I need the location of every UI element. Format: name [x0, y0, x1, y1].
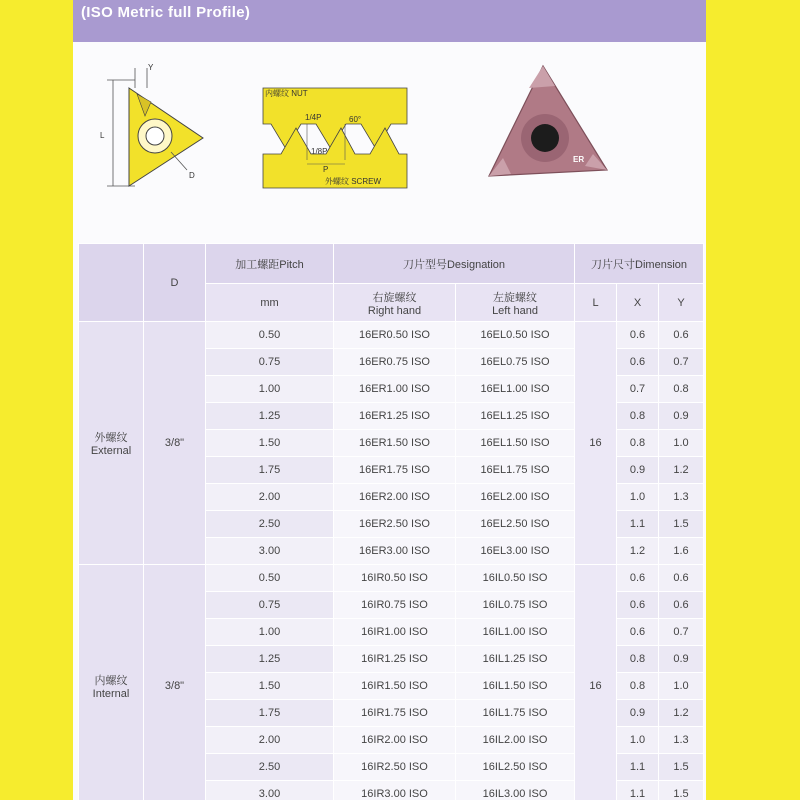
- x-dimension-cell: 0.8: [617, 430, 659, 457]
- x-dimension-cell: 0.7: [617, 376, 659, 403]
- right-hand-designation-cell: 16IR2.00 ISO: [334, 727, 456, 754]
- x-dimension-cell: 0.6: [617, 322, 659, 349]
- left-hand-designation-cell: 16EL2.00 ISO: [456, 484, 575, 511]
- x-dimension-cell: 1.1: [617, 781, 659, 800]
- header-right-cn: 右旋螺纹: [372, 291, 417, 304]
- pitch-cell: 1.50: [206, 673, 334, 700]
- header-pitch-unit: mm: [206, 284, 334, 322]
- right-hand-designation-cell: 16ER2.00 ISO: [334, 484, 456, 511]
- x-dimension-cell: 0.6: [617, 349, 659, 376]
- dimension-line-d: [171, 152, 187, 170]
- thread-type-cn: 外螺纹: [94, 432, 128, 444]
- header-right-en: Right hand: [367, 304, 422, 317]
- left-hand-designation-cell: 16IL2.50 ISO: [456, 754, 575, 781]
- right-hand-designation-cell: 16ER0.75 ISO: [334, 349, 456, 376]
- pitch-cell: 2.00: [206, 484, 334, 511]
- y-dimension-cell: 1.0: [659, 430, 704, 457]
- y-dimension-cell: 0.7: [659, 349, 704, 376]
- right-hand-designation-cell: 16IR3.00 ISO: [334, 781, 456, 800]
- x-dimension-cell: 0.6: [617, 592, 659, 619]
- pitch-cell: 0.75: [206, 349, 334, 376]
- pitch-cell: 1.75: [206, 700, 334, 727]
- diameter-cell: 3/8": [144, 322, 206, 565]
- section-title: (ISO Metric full Profile): [81, 4, 251, 21]
- y-dimension-cell: 1.5: [659, 781, 704, 800]
- x-dimension-cell: 1.1: [617, 754, 659, 781]
- thread-type-en: Internal: [92, 688, 130, 700]
- header-left-en: Left hand: [492, 304, 538, 317]
- right-hand-designation-cell: 16IR0.50 ISO: [334, 565, 456, 592]
- right-hand-designation-cell: 16IR1.00 ISO: [334, 619, 456, 646]
- left-hand-designation-cell: 16EL0.50 ISO: [456, 322, 575, 349]
- thread-type-cn: 内螺纹: [94, 675, 128, 687]
- y-dimension-cell: 0.9: [659, 403, 704, 430]
- spec-table-body: [79, 322, 704, 800]
- left-hand-designation-cell: 16IL1.75 ISO: [456, 700, 575, 727]
- left-hand-designation-cell: 16EL2.50 ISO: [456, 511, 575, 538]
- y-dimension-cell: 0.6: [659, 592, 704, 619]
- left-hand-designation-cell: 16IL1.00 ISO: [456, 619, 575, 646]
- pitch-cell: 3.00: [206, 538, 334, 565]
- insert-size-cell: 16: [575, 322, 617, 565]
- left-hand-designation-cell: 16EL1.00 ISO: [456, 376, 575, 403]
- left-hand-designation-cell: 16EL0.75 ISO: [456, 349, 575, 376]
- pitch-cell: 0.50: [206, 565, 334, 592]
- header-right-hand: [334, 284, 456, 322]
- right-hand-designation-cell: 16IR1.50 ISO: [334, 673, 456, 700]
- left-hand-designation-cell: 16IL1.25 ISO: [456, 646, 575, 673]
- quarter-pitch-label: 1/4P: [305, 113, 322, 122]
- right-hand-designation-cell: 16IR0.75 ISO: [334, 592, 456, 619]
- pitch-cell: 1.75: [206, 457, 334, 484]
- y-dimension-cell: 0.6: [659, 565, 704, 592]
- x-dimension-cell: 1.0: [617, 484, 659, 511]
- right-hand-designation-cell: 16IR1.25 ISO: [334, 646, 456, 673]
- left-hand-designation-cell: 16IL2.00 ISO: [456, 727, 575, 754]
- y-dimension-cell: 0.7: [659, 619, 704, 646]
- pitch-cell: 0.50: [206, 322, 334, 349]
- right-hand-designation-cell: 16IR1.75 ISO: [334, 700, 456, 727]
- header-l: L: [575, 284, 617, 322]
- left-hand-designation-cell: 16EL1.75 ISO: [456, 457, 575, 484]
- x-dimension-cell: 0.8: [617, 673, 659, 700]
- table-row: [79, 322, 704, 349]
- eighth-pitch-label: 1/8P: [311, 147, 328, 156]
- label-d: D: [189, 171, 195, 180]
- left-hand-designation-cell: 16IL0.75 ISO: [456, 592, 575, 619]
- right-hand-designation-cell: 16ER1.25 ISO: [334, 403, 456, 430]
- left-hand-designation-cell: 16EL3.00 ISO: [456, 538, 575, 565]
- table-row: [79, 565, 704, 592]
- pitch-cell: 3.00: [206, 781, 334, 800]
- header-designation: 刀片型号Designation: [334, 244, 575, 284]
- section-banner: [73, 0, 706, 42]
- header-y: Y: [659, 284, 704, 322]
- thread-type-cell: [79, 565, 144, 800]
- label-y: Y: [148, 63, 154, 72]
- x-dimension-cell: 0.8: [617, 403, 659, 430]
- header-d: D: [144, 244, 206, 322]
- right-hand-designation-cell: 16IR2.50 ISO: [334, 754, 456, 781]
- y-dimension-cell: 1.5: [659, 754, 704, 781]
- y-dimension-cell: 0.8: [659, 376, 704, 403]
- insert-dimension-drawing: [95, 58, 220, 193]
- thread-type-cell: [79, 322, 144, 565]
- header-x: X: [617, 284, 659, 322]
- right-hand-designation-cell: 16ER2.50 ISO: [334, 511, 456, 538]
- x-dimension-cell: 0.6: [617, 565, 659, 592]
- right-hand-designation-cell: 16ER3.00 ISO: [334, 538, 456, 565]
- pitch-cell: 1.00: [206, 619, 334, 646]
- right-hand-designation-cell: 16ER1.50 ISO: [334, 430, 456, 457]
- insert-highlight-top: [529, 66, 555, 88]
- x-dimension-cell: 1.1: [617, 511, 659, 538]
- insert-product-image: [481, 58, 616, 193]
- left-hand-designation-cell: 16EL1.50 ISO: [456, 430, 575, 457]
- right-hand-designation-cell: 16ER0.50 ISO: [334, 322, 456, 349]
- y-dimension-cell: 1.3: [659, 484, 704, 511]
- catalog-sheet: [73, 0, 706, 800]
- header-dimension: 刀片尺寸Dimension: [575, 244, 704, 284]
- pitch-cell: 1.00: [206, 376, 334, 403]
- y-dimension-cell: 1.5: [659, 511, 704, 538]
- insert-size-cell: 16: [575, 565, 617, 800]
- pitch-cell: 2.50: [206, 754, 334, 781]
- x-dimension-cell: 1.0: [617, 727, 659, 754]
- x-dimension-cell: 1.2: [617, 538, 659, 565]
- angle-label: 60°: [349, 115, 362, 124]
- insert-marking: ER: [573, 155, 585, 164]
- insert-hole: [531, 124, 559, 152]
- header-left-hand: [456, 284, 575, 322]
- spec-table: [78, 243, 704, 800]
- header-blank: [79, 244, 144, 322]
- pitch-cell: 1.25: [206, 403, 334, 430]
- nut-label: 内螺纹 NUT: [265, 89, 308, 98]
- y-dimension-cell: 1.6: [659, 538, 704, 565]
- left-hand-designation-cell: 16EL1.25 ISO: [456, 403, 575, 430]
- y-dimension-cell: 1.0: [659, 673, 704, 700]
- thread-profile-drawing: [259, 84, 411, 194]
- header-pitch: 加工螺距Pitch: [206, 244, 334, 284]
- y-dimension-cell: 1.2: [659, 700, 704, 727]
- x-dimension-cell: 0.9: [617, 457, 659, 484]
- pitch-cell: 1.25: [206, 646, 334, 673]
- y-dimension-cell: 1.3: [659, 727, 704, 754]
- pitch-cell: 0.75: [206, 592, 334, 619]
- right-hand-designation-cell: 16ER1.00 ISO: [334, 376, 456, 403]
- right-hand-designation-cell: 16ER1.75 ISO: [334, 457, 456, 484]
- pitch-cell: 2.50: [206, 511, 334, 538]
- pitch-cell: 1.50: [206, 430, 334, 457]
- screw-label: 外螺纹 SCREW: [325, 177, 381, 186]
- left-hand-designation-cell: 16IL0.50 ISO: [456, 565, 575, 592]
- y-dimension-cell: 0.6: [659, 322, 704, 349]
- pitch-cell: 2.00: [206, 727, 334, 754]
- thread-type-en: External: [90, 445, 132, 457]
- x-dimension-cell: 0.6: [617, 619, 659, 646]
- y-dimension-cell: 0.9: [659, 646, 704, 673]
- diameter-cell: 3/8": [144, 565, 206, 800]
- x-dimension-cell: 0.8: [617, 646, 659, 673]
- y-dimension-cell: 1.2: [659, 457, 704, 484]
- pitch-label: P: [323, 165, 329, 174]
- header-left-cn: 左旋螺纹: [493, 291, 537, 304]
- left-hand-designation-cell: 16IL1.50 ISO: [456, 673, 575, 700]
- left-hand-designation-cell: 16IL3.00 ISO: [456, 781, 575, 800]
- x-dimension-cell: 0.9: [617, 700, 659, 727]
- insert-center-hole: [146, 127, 164, 145]
- label-l: L: [100, 131, 105, 140]
